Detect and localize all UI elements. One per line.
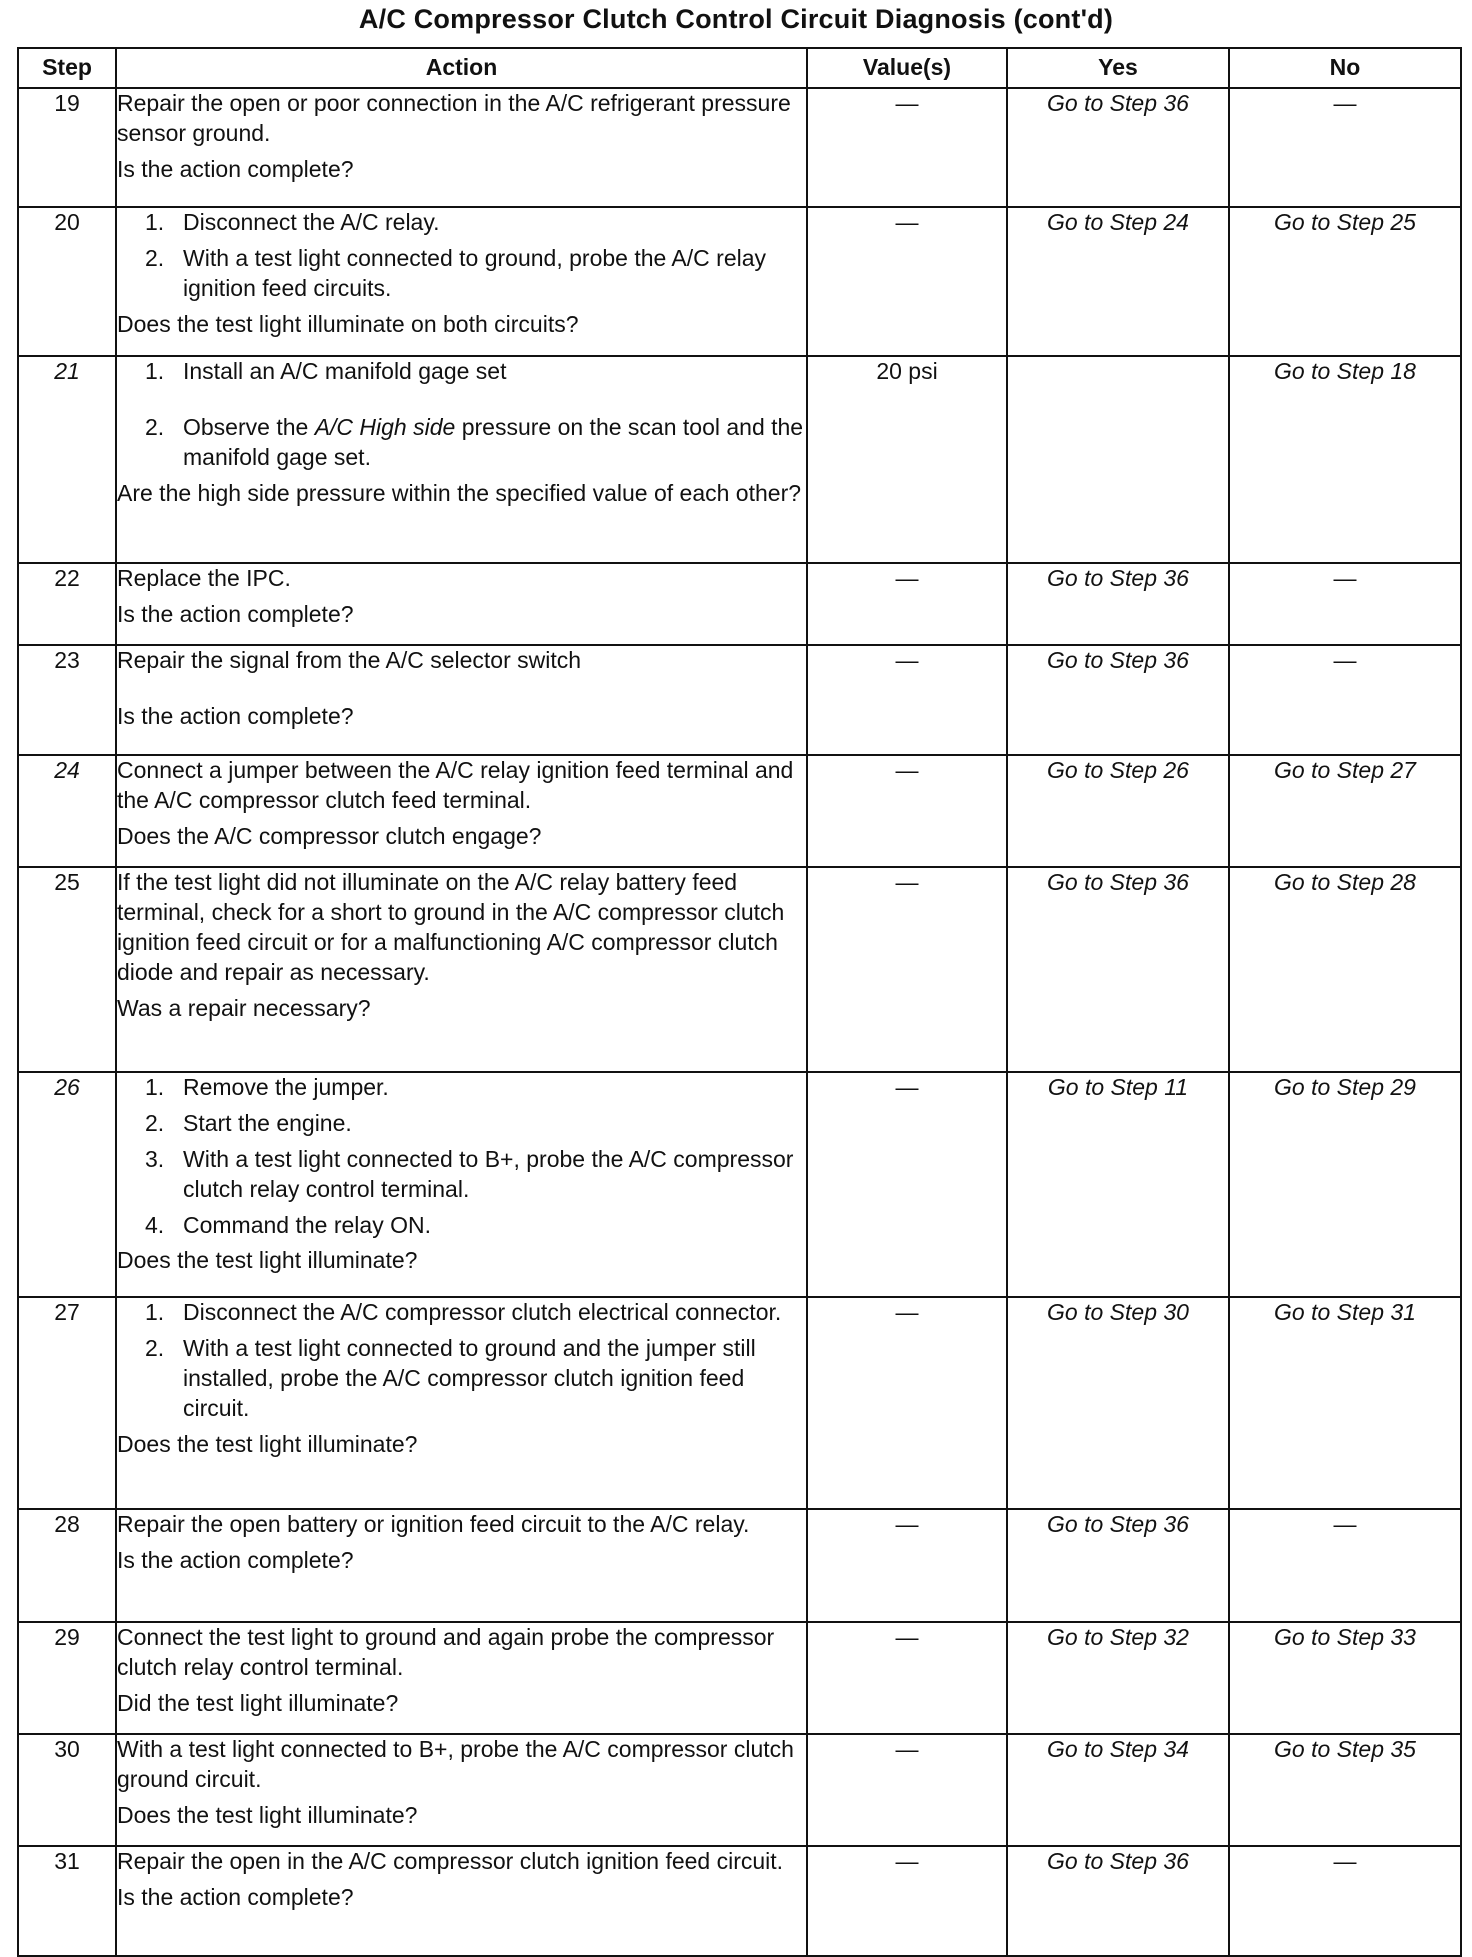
step-number: 21 [18,356,116,563]
item-text: With a test light connected to ground and the jumper still installed, probe the A/C compressor clutch ignition feed circuit. [183,1334,756,1421]
step-number: 27 [18,1297,116,1509]
action-cell [116,1509,807,1622]
yes-link[interactable]: Go to Step 36 [1007,563,1229,645]
no-dash: — [1333,90,1357,116]
yes-link[interactable]: Go to Step 30 [1007,1297,1229,1509]
header-yes: Yes [1007,48,1229,88]
action-question: Does the test light illuminate? [117,1247,418,1274]
action-question: Is the action complete? [117,600,354,627]
step-number: 31 [18,1846,116,1956]
action-question: Does the test light illuminate? [117,1801,418,1828]
no-link[interactable]: Go to Step 33 [1229,1622,1461,1734]
yes-link[interactable]: Go to Step 34 [1007,1734,1229,1846]
action-question: Does the test light illuminate? [117,1430,418,1457]
action-question: Are the high side pressure within the specified value of each other? [117,479,802,506]
no-link[interactable]: Go to Step 31 [1229,1297,1461,1509]
value-cell: — [807,1734,1007,1846]
action-question: Does the A/C compressor clutch engage? [117,822,542,849]
yes-link[interactable]: Go to Step 36 [1007,88,1229,207]
value-cell: — [807,1622,1007,1734]
header-action: Action [116,48,807,88]
no-cell [1229,1846,1461,1956]
item-number: 4. [145,1211,165,1238]
table-row-step-21 [18,356,1461,563]
action-text: Repair the open battery or ignition feed circuit to the A/C relay. [117,1511,750,1537]
action-cell [116,207,807,356]
action-text: Repair the signal from the A/C selector switch [117,647,582,673]
step-number: 20 [18,207,116,356]
no-link[interactable]: Go to Step 27 [1229,755,1461,867]
table-row-step-24 [18,755,1461,867]
no-link[interactable]: Go to Step 35 [1229,1734,1461,1846]
action-cell [116,356,807,563]
item-number: 2. [145,1109,165,1136]
diagnosis-table [17,47,1462,1957]
item-text: Remove the jumper. [183,1074,389,1100]
yes-link[interactable]: Go to Step 36 [1007,645,1229,755]
table-row-step-26 [18,1072,1461,1297]
item-number: 2. [145,413,165,440]
action-question: Is the action complete? [117,1546,354,1573]
action-list-item [117,1298,806,1328]
yes-cell [1007,356,1229,563]
action-question: Is the action complete? [117,155,354,182]
table-row-step-19 [18,88,1461,207]
table-row-step-29 [18,1622,1461,1734]
action-list-item [117,1145,806,1205]
item-number: 1. [145,1074,165,1100]
item-number: 2. [145,1334,165,1361]
action-cell [116,88,807,207]
header-no: No [1229,48,1461,88]
yes-link[interactable]: Go to Step 32 [1007,1622,1229,1734]
item-number: 1. [145,209,165,235]
header-values: Value(s) [807,48,1007,88]
table-row-step-30 [18,1734,1461,1846]
page-title: A/C Compressor Clutch Control Circuit Diagnosis (cont'd) [358,4,1114,34]
value-cell: — [807,1072,1007,1297]
action-list-item [117,1211,806,1241]
item-number: 2. [145,244,165,271]
item-text: Start the engine. [183,1109,352,1136]
step-number: 23 [18,645,116,755]
table-row-step-28 [18,1509,1461,1622]
table-header-row [18,48,1461,88]
step-number: 19 [18,88,116,207]
yes-link[interactable]: Go to Step 26 [1007,755,1229,867]
step-number: 30 [18,1734,116,1846]
action-text: If the test light did not illuminate on the A/C relay battery feed terminal, check for a short to ground in the A/C compressor clutch ignition feed circuit or for a malfunctioning A/C compressor clutch diode and repair as necessary. [117,869,785,985]
action-text: With a test light connected to B+, probe the A/C compressor clutch ground circuit. [117,1736,794,1792]
item-text: Disconnect the A/C relay. [183,209,440,235]
action-text: Connect the test light to ground and again probe the compressor clutch relay control terminal. [117,1624,775,1680]
value-cell: — [807,1509,1007,1622]
action-cell [116,645,807,755]
item-number: 1. [145,358,165,384]
header-step: Step [18,48,116,88]
action-question: Was a repair necessary? [117,994,371,1021]
value-cell: — [807,1846,1007,1956]
yes-link[interactable]: Go to Step 36 [1007,1509,1229,1622]
action-question: Is the action complete? [117,702,354,729]
action-cell [116,1622,807,1734]
yes-link[interactable]: Go to Step 11 [1007,1072,1229,1297]
no-cell [1229,1509,1461,1622]
action-cell [116,1297,807,1509]
value-cell: — [807,207,1007,356]
item-text: Command the relay ON. [183,1211,431,1238]
value-cell: — [807,867,1007,1072]
table-row-step-27 [18,1297,1461,1509]
item-text-emphasis: A/C High side [314,413,456,440]
item-number: 1. [145,1299,165,1325]
step-number: 25 [18,867,116,1072]
action-list-item [117,244,806,304]
action-question: Does the test light illuminate on both circuits? [117,310,579,337]
action-text: Replace the IPC. [117,565,291,591]
table-row-step-20 [18,207,1461,356]
value-cell: — [807,1297,1007,1509]
action-question: Is the action complete? [117,1883,354,1910]
action-cell [116,1846,807,1956]
action-text: Connect a jumper between the A/C relay ignition feed terminal and the A/C compressor clutch feed terminal. [117,757,794,813]
step-number: 29 [18,1622,116,1734]
value-cell: 20 psi [807,356,1007,563]
no-cell [1229,88,1461,207]
action-text: Repair the open or poor connection in the A/C refrigerant pressure sensor ground. [117,90,791,146]
action-question: Did the test light illuminate? [117,1689,399,1716]
yes-link[interactable]: Go to Step 36 [1007,867,1229,1072]
action-cell [116,1072,807,1297]
step-number: 24 [18,755,116,867]
item-number: 3. [145,1145,165,1172]
value-cell: — [807,755,1007,867]
action-cell [116,1734,807,1846]
no-link[interactable]: Go to Step 29 [1229,1072,1461,1297]
step-number: 26 [18,1072,116,1297]
no-cell [1229,563,1461,645]
no-cell [1229,645,1461,755]
action-list-item [117,357,806,387]
item-text: With a test light connected to ground, probe the A/C relay ignition feed circuits. [183,244,767,301]
yes-link[interactable]: Go to Step 24 [1007,207,1229,356]
item-text-pre: Observe the [183,413,315,440]
table-row-step-23 [18,645,1461,755]
table-row-step-25 [18,867,1461,1072]
action-list-item [117,1334,806,1424]
yes-link[interactable]: Go to Step 36 [1007,1846,1229,1956]
action-list-item [117,208,806,238]
no-link[interactable]: Go to Step 28 [1229,867,1461,1072]
no-link[interactable]: Go to Step 18 [1229,356,1461,563]
no-link[interactable]: Go to Step 25 [1229,207,1461,356]
table-row-step-31 [18,1846,1461,1956]
value-cell: — [807,645,1007,755]
action-list-item [117,1073,806,1103]
table-row-step-22 [18,563,1461,645]
value-cell: — [807,88,1007,207]
no-dash: — [1333,1511,1357,1537]
value-cell: — [807,563,1007,645]
step-number: 22 [18,563,116,645]
action-list-item [117,413,806,473]
action-cell [116,755,807,867]
no-dash: — [1333,647,1357,673]
no-dash: — [1333,565,1357,591]
no-dash: — [1333,1848,1357,1874]
action-cell [116,563,807,645]
step-number: 28 [18,1509,116,1622]
item-text-post: pressure on the scan tool and the manifold gage set. [183,413,804,470]
action-cell [116,867,807,1072]
action-text: Repair the open in the A/C compressor clutch ignition feed circuit. [117,1848,784,1874]
item-text: Install an A/C manifold gage set [183,358,507,384]
action-list-item [117,1109,806,1139]
item-text: Disconnect the A/C compressor clutch electrical connector. [183,1299,782,1325]
item-text: With a test light connected to B+, probe the A/C compressor clutch relay control terminal. [183,1145,794,1202]
